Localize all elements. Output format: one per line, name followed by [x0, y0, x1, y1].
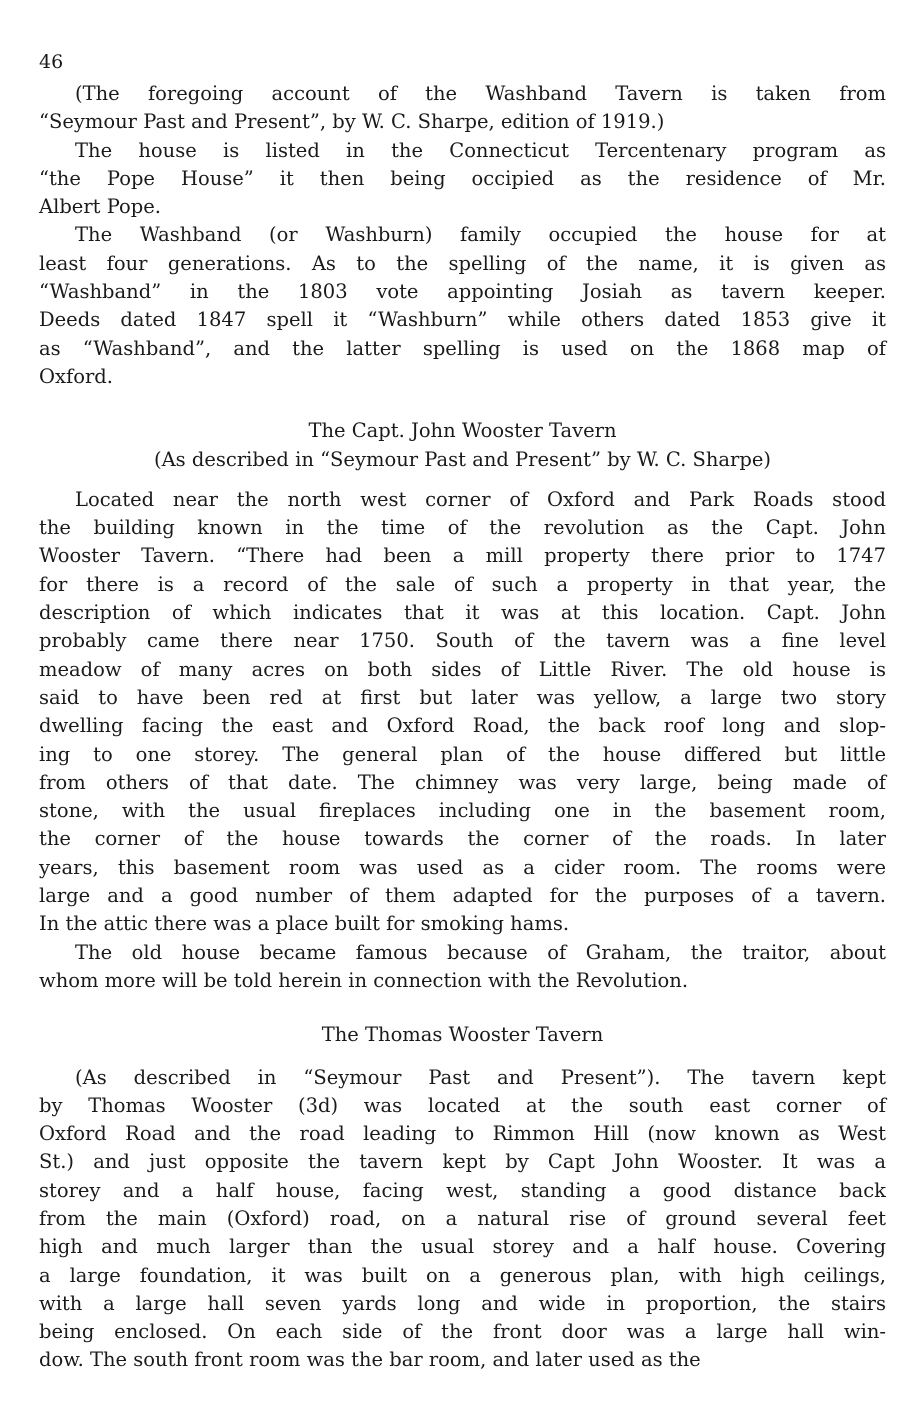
text-line: “Seymour Past and Present”, by W. C. Sharpe, edition of 1919.) [39, 110, 665, 134]
page-number: 46 [39, 51, 64, 73]
text-line: storey and a half house, facing west, standing a good distance back [39, 1178, 886, 1202]
text-line: Located near the north west corner of Oxford and Park Roads stood [75, 487, 886, 511]
text-line: said to have been red at first but later was yellow, a large two story [39, 685, 886, 709]
text-line: The old house became famous because of Graham, the traitor, about [75, 940, 886, 964]
text-line: probably came there near 1750. South of the tavern was a fine level [39, 629, 886, 653]
intro-paragraph [39, 80, 886, 137]
text-line: being enclosed. On each side of the front door was a large hall win- [39, 1320, 886, 1344]
text-line: with a large hall seven yards long and wide in proportion, the stairs [39, 1291, 886, 1315]
text-line: the building known in the time of the revolution as the Capt. John [39, 516, 886, 540]
text-line: Albert Pope. [39, 195, 161, 219]
text-line: whom more will be told herein in connection with the Revolution. [39, 968, 689, 992]
section-title-capt-john-wooster: The Capt. John Wooster Tavern [308, 419, 617, 443]
text-line: The house is listed in the Connecticut Tercentenary program as [75, 138, 886, 162]
text-line: dwelling facing the east and Oxford Road, the back roof long and slop- [39, 714, 886, 738]
text-line: from the main (Oxford) road, on a natural rise of ground several feet [39, 1206, 886, 1230]
text-line: large and a good number of them adapted for the purposes of a tavern. [39, 884, 886, 908]
capt-john-wooster-paragraphs [39, 486, 886, 995]
text-line: a large foundation, it was built on a generous plan, with high ceilings, [39, 1263, 886, 1287]
text-line: (The foregoing account of the Washband Tavern is taken from [75, 82, 886, 105]
text-line: by Thomas Wooster (3d) was located at the south east corner of [39, 1093, 886, 1117]
text-line: years, this basement room was used as a cider room. The rooms were [39, 855, 886, 879]
capt-wooster-paragraph [39, 486, 886, 939]
text-line: from others of that date. The chimney was very large, being made of [39, 770, 886, 794]
text-line: for there is a record of the sale of such a property in that year, the [39, 572, 886, 596]
text-line: dow. The south front room was the bar room, and later used as the [39, 1348, 701, 1372]
text-line: Wooster Tavern. “There had been a mill property there prior to 1747 [39, 544, 886, 568]
text-line: St.) and just opposite the tavern kept by Capt John Wooster. It was a [39, 1150, 886, 1174]
text-line: “the Pope House” it then being occipied as the residence of Mr. [39, 166, 886, 190]
text-line: stone, with the usual fireplaces including one in the basement room, [39, 799, 886, 823]
capt-wooster-paragraph [39, 939, 886, 996]
intro-paragraph [39, 137, 886, 222]
text-line: (As described in “Seymour Past and Present”). The tavern kept [75, 1065, 886, 1089]
text-line: as “Washband”, and the latter spelling is used on the 1868 map of [39, 336, 886, 360]
text-line: Oxford. [39, 364, 113, 388]
intro-paragraphs [39, 80, 886, 391]
text-line: Deeds dated 1847 spell it “Washburn” while others dated 1853 give it [39, 308, 886, 332]
text-line: “Washband” in the 1803 vote appointing Josiah as tavern keeper. [39, 280, 886, 304]
text-line: In the attic there was a place built for smoking hams. [39, 912, 570, 936]
thomas-wooster-paragraphs [39, 1064, 886, 1375]
text-line: meadow of many acres on both sides of Little River. The old house is [39, 657, 886, 681]
section-subtitle-capt-john-wooster: (As described in “Seymour Past and Present” by W. C. Sharpe) [153, 447, 771, 471]
text-line: least four generations. As to the spelling of the name, it is given as [39, 251, 886, 275]
text-line: high and much larger than the usual storey and a half house. Covering [39, 1235, 886, 1259]
intro-paragraph [39, 221, 886, 391]
thomas-wooster-paragraph [39, 1064, 886, 1375]
text-line: description of which indicates that it was at this location. Capt. John [39, 601, 886, 625]
text-line: the corner of the house towards the corner of the roads. In later [39, 827, 886, 851]
text-line: The Washband (or Washburn) family occupied the house for at [75, 223, 886, 247]
text-line: ing to one storey. The general plan of the house differed but little [39, 742, 886, 766]
text-line: Oxford Road and the road leading to Rimmon Hill (now known as West [39, 1122, 886, 1146]
section-title-thomas-wooster: The Thomas Wooster Tavern [321, 1023, 604, 1047]
